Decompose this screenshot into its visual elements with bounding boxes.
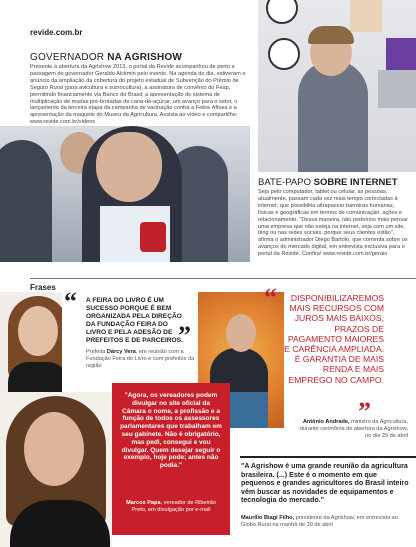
bate-papo-heading-prefix: BATE-PAPO — [258, 177, 314, 188]
quote-agrishow-attribution — [241, 515, 411, 529]
quote-feira-livro: A FEIRA DO LIVRO É UM SUCESSO PORQUE É BEM ORGANIZADA PELA DIREÇÃO DA FUNDAÇÃO FEIRA DO LIVRO E PELA ADESÃO DE PREFEITOS E DE PARCEIROS. — [86, 297, 183, 344]
site-url[interactable]: revide.com.br — [30, 28, 83, 37]
bate-papo-heading — [258, 177, 398, 188]
close-quote-icon: ” — [358, 397, 371, 426]
governor-photo — [0, 126, 250, 262]
quote-rule — [240, 456, 416, 458]
close-quote-icon: ” — [178, 321, 191, 350]
attribution-author: Dárcy Vera — [106, 349, 136, 355]
quote-feira-livro-attribution — [86, 349, 196, 370]
open-quote-icon: “ — [264, 283, 277, 312]
attribution-author: Antônio Andrade, — [302, 419, 350, 425]
attribution-suffix: , em reunião com a Fundação Feira do Livro e com prefeitos da região — [86, 349, 195, 369]
attribution-suffix: presidente da Agrishow, em entrevista ao Globo Rural na manhã de 30 de abril — [241, 515, 398, 528]
bate-papo-body: Seja pelo computador, tablet ou celular, as pessoas, atualmente, passam cada vez mais tempo conectadas à internet, que possibilita ultrapassar barreiras humanas, físicas e geográficas em termos de comunicação, ações e relacionamento. "Dessa maneira, não podemos mais pensar uma empresa que não esteja na internet, seja com um site, blog ou nas redes sociais, porque seus clientes estão", afirma o administrador Diego Bartolo, que comenta sobre os avanços do mercado digital, em entrevista exclusiva para o portal da Revide. Confira! www.revide.com.br/gerais — [258, 189, 408, 258]
bate-papo-heading-bold: SOBRE INTERNET — [313, 177, 398, 188]
governador-body: Presente à abertura da Agrishow 2013, o portal da Revide acompanhou de perto a passagem do governador Geraldo Alckmin pelo evento. Na agenda do dia, estiveram o anúncio da ampliação da cobertura do projeto estadual de Subvenção do Prêmio de Seguro Rural (para avicultura e suinocultura), a assinatura de convênio do Feap, permitindo financiamento via Banco do Brasil; a apresentação do sistema de multiplicação de mudas pré-brotadas de cana-de-açúcar, um avanço para o setor, o lançamento da terceira etapa da campanha de vacinação contra a Febre Aftosa e a apresentação da maquete do Museu da Agricultura. Assista ao vídeo e compartilhe: www.revide.com.br/videos — [30, 64, 246, 126]
governador-heading-bold: NA AGRISHOW — [107, 52, 183, 63]
open-quote-icon: “ — [64, 287, 77, 316]
attribution-author: Marcos Papa — [126, 500, 161, 506]
quote-recursos: DISPONIBILIZAREMOS MAIS RECURSOS COM JUROS MAIS BAIXOS, PRAZOS DE PAGAMENTO MAIORES E CARÊNCIA AMPLIADA. É GARANTIA DE MAIS RENDA E MAIS EMPREGO NO CAMPO. — [284, 293, 384, 385]
attribution-suffix: ministro da Agricultura, durante cerimônia de abertura da Agrishow, no dia 29 de abril — [299, 419, 408, 439]
darcy-vera-photo — [0, 292, 62, 392]
woman-photo — [0, 392, 112, 547]
attribution-suffix: , vereador de Ribeirão Preto, em divulgação por e-mail — [131, 500, 216, 513]
internet-interview-photo — [258, 0, 416, 172]
attribution-author: Maurílio Biagi Filho, — [241, 515, 295, 521]
quote-vereadores-attribution — [120, 500, 222, 514]
quote-vereadores: "Agora, os vereadores podem divulgar no site oficial da Câmara o nome, a profissão e a função de todos os assessores parlamentares que trabalham em seu gabinete. Não é obrigatório, mas pedi, consegui e vou divulgar. Quem desejar seguir o exemplo, hoje pode; antes não podia." — [120, 392, 222, 470]
quote-recursos-attribution — [296, 419, 408, 440]
quote-agrishow: "A Agrishow é uma grande reunião da agricultura brasileira. (...) Este é o momento em que pequenos e grandes agricultores do Brasil inteiro vêm buscar as novidades de equipamentos e tecnologia do mercado." — [241, 462, 409, 505]
section-divider — [30, 278, 416, 279]
governador-heading-prefix: GOVERNADOR — [30, 52, 108, 63]
frases-heading: Frases — [30, 283, 56, 292]
attribution-prefix: Prefeita — [86, 349, 107, 355]
governador-heading — [30, 52, 182, 63]
